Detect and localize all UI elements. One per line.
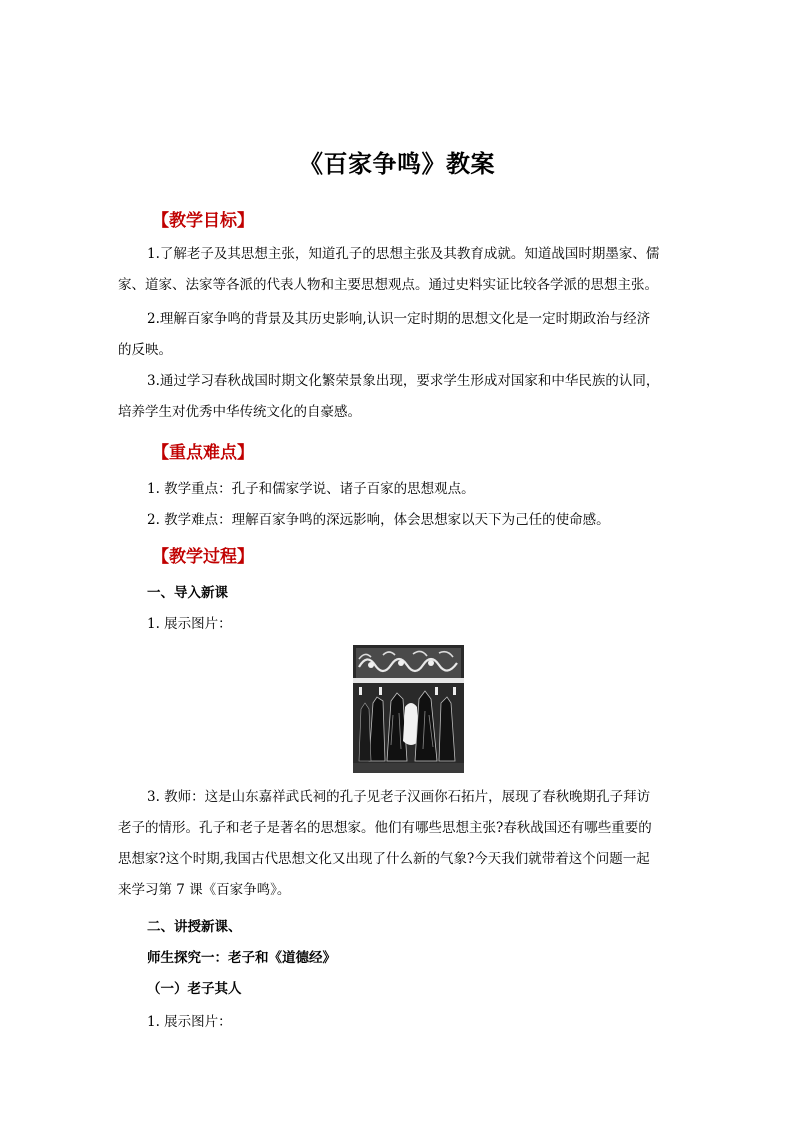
teacher-line-3: 思想家?这个时期,我国古代思想文化又出现了什么新的气象?今天我们就带着这个问题一起 — [118, 851, 650, 867]
section-heading-keypoints: 【重点难点】 — [152, 443, 254, 463]
show-image-2-label: 1. 展示图片： — [147, 1014, 232, 1030]
stone-rubbing-image — [353, 645, 464, 773]
teacher-line-1: 3. 教师：这是山东嘉祥武氏祠的孔子见老子汉画你石拓片，展现了春秋晚期孔子拜访 — [147, 789, 651, 805]
goal-item-3-line-2: 培养学生对优秀中华传统文化的自豪感。 — [118, 404, 361, 420]
goal-item-2-line-2: 的反映。 — [118, 342, 172, 358]
part1-title: 一、导入新课 — [147, 585, 228, 601]
keypoint-item-2: 2. 教学难点：理解百家争鸣的深远影响，体会思想家以天下为己任的使命感。 — [147, 512, 610, 528]
section-heading-process: 【教学过程】 — [152, 547, 254, 567]
keypoint-item-1: 1. 教学重点：孔子和儒家学说、诸子百家的思想观点。 — [147, 481, 475, 497]
teacher-line-4: 来学习第 7 课《百家争鸣》。 — [118, 882, 291, 898]
section-heading-goals: 【教学目标】 — [152, 211, 254, 231]
goal-item-2 — [118, 304, 690, 366]
inquiry-title: 师生探究一：老子和《道德经》 — [147, 950, 336, 966]
sub-title-laozi: （一）老子其人 — [147, 981, 242, 997]
goal-item-3-line-1: 3.通过学习春秋战国时期文化繁荣景象出现，要求学生形成对国家和中华民族的认同， — [147, 373, 660, 389]
page-title: 《百家争鸣》教案 — [299, 149, 495, 178]
goal-item-1-line-2: 家、道家、法家等各派的代表人物和主要思想观点。通过史料实证比较各学派的思想主张。 — [118, 277, 658, 293]
teacher-paragraph — [118, 782, 690, 906]
goal-item-2-line-1: 2.理解百家争鸣的背景及其历史影响,认识一定时期的思想文化是一定时期政治与经济 — [147, 311, 651, 327]
goal-item-3 — [118, 366, 690, 428]
goal-item-1-line-1: 1.了解老子及其思想主张，知道孔子的思想主张及其教育成就。知道战国时期墨家、儒 — [147, 246, 660, 262]
goal-item-1 — [118, 239, 690, 301]
show-image-1-label: 1. 展示图片： — [147, 616, 232, 632]
teacher-line-2: 老子的情形。孔子和老子是著名的思想家。他们有哪些思想主张?春秋战国还有哪些重要的 — [118, 820, 652, 836]
part2-title: 二、讲授新课、 — [147, 919, 242, 935]
